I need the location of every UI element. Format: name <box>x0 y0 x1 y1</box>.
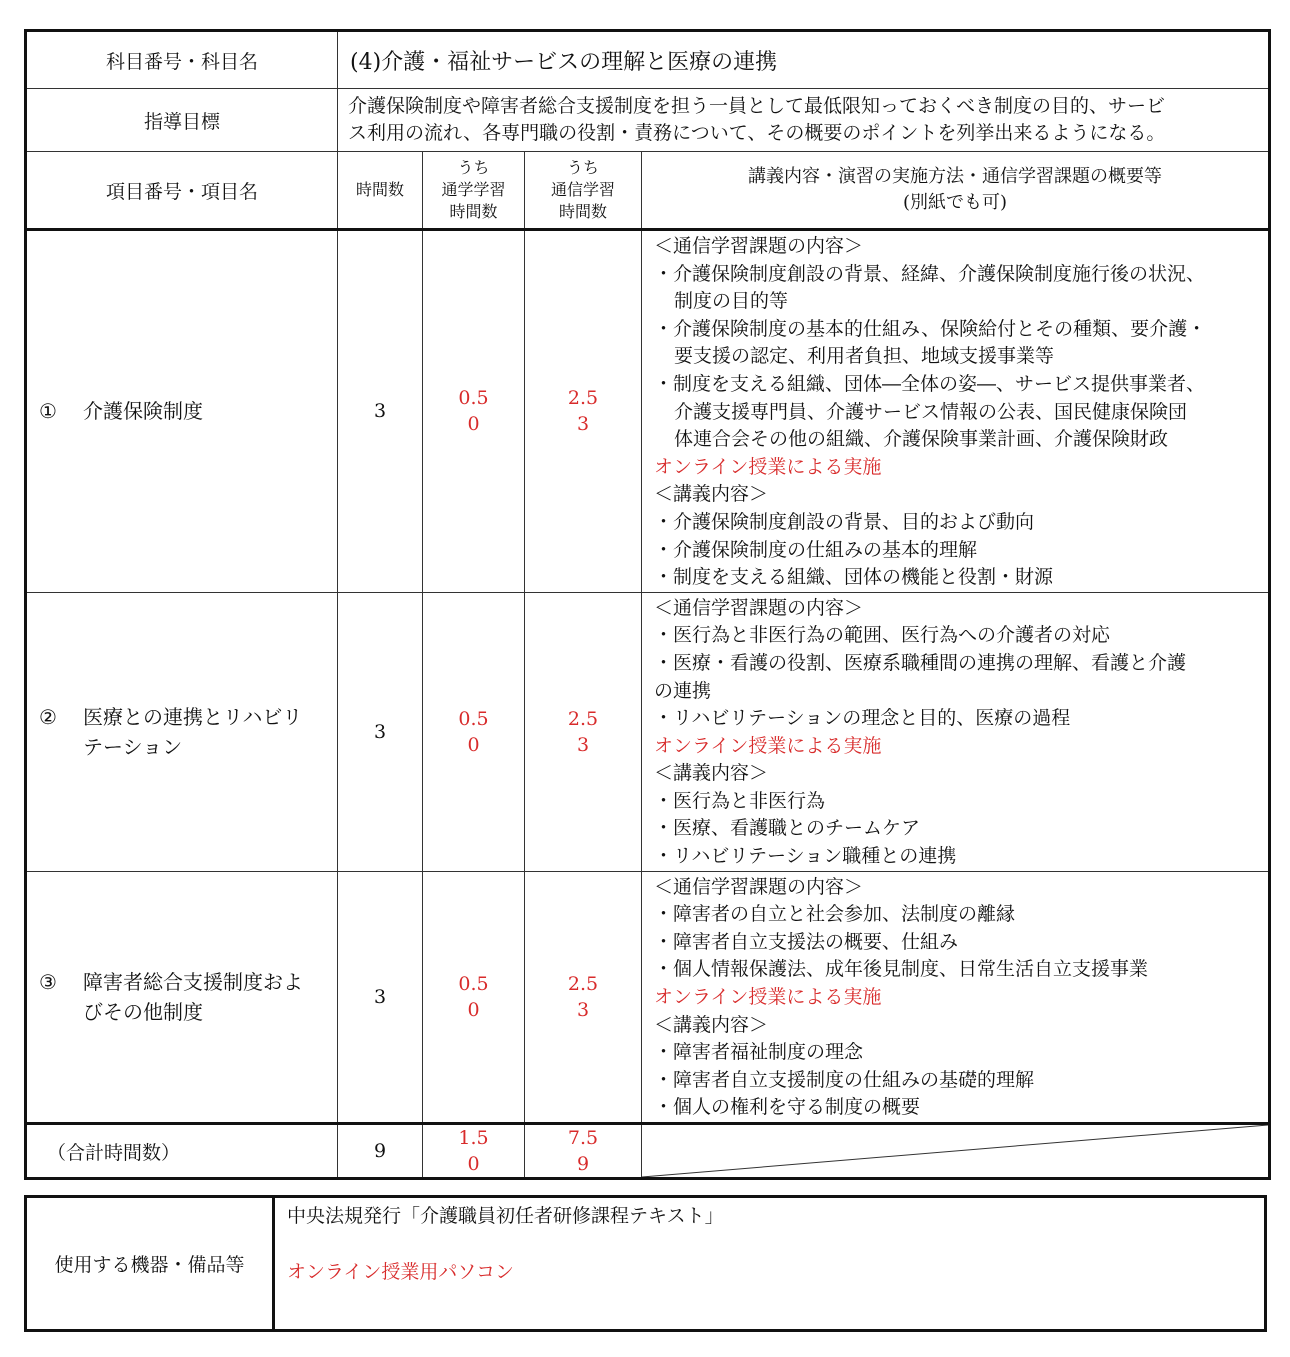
item-name-line: びその他制度 <box>83 999 203 1024</box>
content-line: 介護支援専門員、介護サービス情報の公表、国民健康保険団 <box>674 400 1188 423</box>
hours-line: 3 <box>576 413 590 436</box>
total-school-hours <box>423 1124 525 1179</box>
content-line: ・障害者自立支援制度の仕組みの基礎的理解 <box>654 1068 1035 1091</box>
hours-line: 1.5 <box>458 1127 489 1149</box>
content-line: ＜通信学習課題の内容＞ <box>654 235 864 257</box>
item-school-hours <box>423 230 525 593</box>
goal-label: 指導目標 <box>26 89 338 152</box>
header-text: 通学学習 <box>441 180 506 199</box>
content-line: ・リハビリテーションの理念と目的、医療の過程 <box>654 707 1071 730</box>
content-line: ・医療、看護職とのチームケア <box>654 817 921 840</box>
content-line: ・障害者の自立と社会参加、法制度の離縁 <box>654 903 1016 926</box>
content-line: 要支援の認定、利用者負担、地域支援事業等 <box>674 345 1055 368</box>
content-line: ・医行為と非医行為 <box>654 789 826 812</box>
subject-name: (4)介護・福祉サービスの理解と医療の連携 <box>338 31 1270 89</box>
content-line: ・介護保険制度の仕組みの基本的理解 <box>654 538 978 561</box>
table-row <box>26 871 1270 1123</box>
header-corr-hours <box>525 152 642 230</box>
content-line: ＜通信学習課題の内容＞ <box>654 875 864 898</box>
content-line: ・障害者福祉制度の理念 <box>654 1041 864 1064</box>
content-line: ・制度を支える組織、団体の機能と役割・財源 <box>654 566 1054 589</box>
item-school-hours <box>423 871 525 1123</box>
subject-row <box>26 31 1270 89</box>
header-text: うち <box>566 158 599 177</box>
item-content <box>642 871 1270 1123</box>
item-content <box>642 592 1270 871</box>
hours-line: 2.5 <box>567 972 599 995</box>
item-name <box>83 702 331 762</box>
equipment-row <box>26 1197 1266 1331</box>
header-text: 講義内容・演習の実施方法・通信学習課題の概要等 <box>748 166 1163 187</box>
header-text: 通信学習 <box>550 180 615 199</box>
total-label: （合計時間数） <box>26 1124 338 1179</box>
content-line: ＜講義内容＞ <box>654 483 769 506</box>
content-line: ・医療・看護の役割、医療系職種間の連携の理解、看護と介護 <box>654 651 1187 674</box>
header-text: 時間数 <box>558 202 607 221</box>
item-name-line: テーション <box>83 734 183 759</box>
goal-text <box>338 89 1270 152</box>
total-content-empty <box>642 1124 1270 1179</box>
content-line: ＜通信学習課題の内容＞ <box>654 596 864 619</box>
hours-line: 2.5 <box>567 707 599 730</box>
equipment-label: 使用する機器・備品等 <box>26 1197 274 1331</box>
item-cell <box>26 230 338 593</box>
item-name-line: 医療との連携とリハビリ <box>83 704 303 729</box>
hours-line: 9 <box>576 1153 590 1175</box>
hours-line: 2.5 <box>567 387 599 410</box>
item-hours: 3 <box>338 871 423 1123</box>
hours-line: 7.5 <box>567 1127 599 1149</box>
item-corr-hours <box>525 871 642 1123</box>
hours-line: 3 <box>576 733 590 756</box>
content-line: ・介護保険制度の基本的仕組み、保険給付とその種類、要介護・ <box>654 317 1207 340</box>
item-hours: 3 <box>338 592 423 871</box>
item-name-line: 障害者総合支援制度およ <box>83 969 303 994</box>
content-line: ・介護保険制度創設の背景、目的および動向 <box>654 510 1035 533</box>
hours-line: 0 <box>467 998 480 1021</box>
table-row <box>26 592 1270 871</box>
hours-line: 0 <box>467 733 480 756</box>
content-line: ・障害者自立支援法の概要、仕組み <box>654 930 959 953</box>
equipment-table <box>24 1195 1267 1332</box>
header-text: うち <box>457 158 490 177</box>
hours-line: 3 <box>576 998 590 1021</box>
content-line: 体連合会その他の組織、介護保険事業計画、介護保険財政 <box>674 428 1169 451</box>
content-line: ・医行為と非医行為の範囲、医行為への介護者の対応 <box>654 624 1111 647</box>
item-number: ① <box>39 399 57 424</box>
item-name <box>83 967 331 1027</box>
goal-row <box>26 89 1270 152</box>
total-hours: 9 <box>338 1124 423 1179</box>
header-hours: 時間数 <box>338 152 423 230</box>
item-corr-hours <box>525 230 642 593</box>
content-line: ・介護保険制度創設の背景、経緯、介護保険制度施行後の状況、 <box>654 262 1206 285</box>
item-school-hours <box>423 592 525 871</box>
total-row <box>26 1124 1270 1179</box>
content-line: ・個人情報保護法、成年後見制度、日常生活自立支援事業 <box>654 958 1149 981</box>
item-content <box>642 230 1270 593</box>
header-text: (別紙でも可) <box>903 192 1008 213</box>
subject-label: 科目番号・科目名 <box>26 31 338 89</box>
header-item: 項目番号・項目名 <box>26 152 338 230</box>
hours-line: 0.5 <box>458 972 489 995</box>
content-line: ＜講義内容＞ <box>654 762 769 785</box>
header-row <box>26 152 1270 230</box>
total-corr-hours <box>525 1124 642 1179</box>
diagonal-line <box>642 1125 1268 1177</box>
content-line: オンライン授業による実施 <box>654 455 882 478</box>
item-corr-hours <box>525 592 642 871</box>
item-cell <box>26 592 338 871</box>
content-line: ・リハビリテーション職種との連携 <box>654 845 957 868</box>
header-school-hours <box>423 152 525 230</box>
goal-line: 介護保険制度や障害者総合支援制度を担う一員として最低限知っておくべき制度の目的、サービ <box>348 95 1166 117</box>
item-cell <box>26 871 338 1123</box>
table-row <box>26 230 1270 593</box>
hours-line: 0 <box>467 413 480 436</box>
equipment-text: 中央法規発行「介護職員初任者研修課程テキスト」 <box>287 1205 724 1227</box>
equipment-content <box>274 1197 1266 1331</box>
equipment-online: オンライン授業用パソコン <box>287 1261 515 1283</box>
hours-line: 0 <box>467 1153 480 1175</box>
item-number: ② <box>39 704 57 729</box>
item-name <box>83 396 331 426</box>
item-name-line: 介護保険制度 <box>83 399 203 424</box>
syllabus-table <box>24 29 1271 1180</box>
item-number: ③ <box>39 969 57 994</box>
content-line: の連携 <box>654 679 712 702</box>
item-hours: 3 <box>338 230 423 593</box>
content-line: ・個人の権利を守る制度の概要 <box>654 1096 921 1119</box>
content-line: オンライン授業による実施 <box>654 986 882 1009</box>
hours-line: 0.5 <box>458 387 489 410</box>
header-text: 時間数 <box>449 202 498 221</box>
header-content <box>642 152 1270 230</box>
hours-line: 0.5 <box>458 707 489 730</box>
content-line: ＜講義内容＞ <box>654 1013 769 1036</box>
content-line: オンライン授業による実施 <box>654 734 882 757</box>
goal-line: ス利用の流れ、各専門職の役割・責務について、その概要のポイントを列挙出来るようになる。 <box>348 122 1166 144</box>
content-line: 制度の目的等 <box>674 290 789 313</box>
content-line: ・制度を支える組織、団体―全体の姿―、サービス提供事業者、 <box>654 372 1206 395</box>
